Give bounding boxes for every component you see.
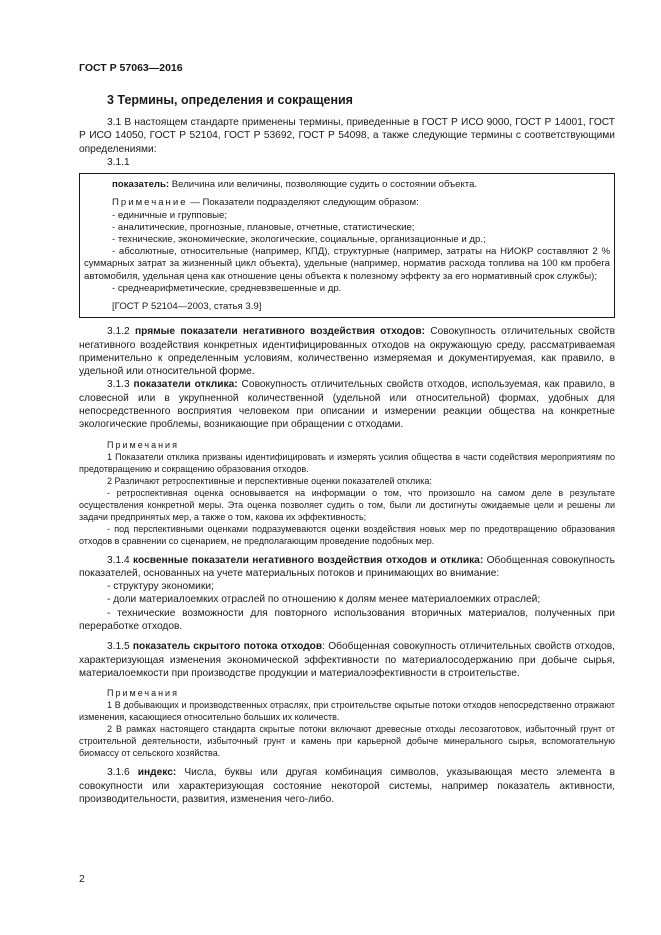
term-312: 3.1.2 прямые показатели негативного воздействия отходов: Совокупность отличительных свойств негативного воздействия конкретных идентифицированных отходов на окружающую среду, рассматриваемая применительно к определенным условиям, количественно измеряемая и документируемая, как правило, в удельной или относительной форме. xyxy=(79,326,615,378)
notes-label: Примечания xyxy=(107,688,179,699)
notes-label: Примечания xyxy=(107,439,179,450)
document-header: ГОСТ Р 57063—2016 xyxy=(79,62,183,74)
note-item: - ретроспективная оценка основывается на информации о том, что произошло на самом деле в результате осуществления конкретной меры. Эта оценка позволяет судить о том, были ли достигнуты ожидаемые цели и решены ли задачи предпринятых мер, а также о том, какова их эффективность; xyxy=(79,487,615,522)
term-314: 3.1.4 косвенные показатели негативного воздействия отходов и отклика: Обобщенная совокупность показателей, основанных на учете материальных потоков и принимающих во внимание: xyxy=(79,554,615,579)
box-list-item: - технические, экономические, экологические, социальные, организационные и др.; xyxy=(112,234,486,245)
note-item: - под перспективными оценками подразумеваются оценки воздействия новых мер по предотвращению образования отходов в сравнении со сценарием, не предполагающим проведение подобных мер. xyxy=(79,523,615,546)
box-note-text: — Показатели подразделяют следующим образом: xyxy=(187,197,419,209)
notes-315 xyxy=(79,687,615,759)
box-reference: [ГОСТ Р 52104—2003, статья 3.9] xyxy=(112,301,262,313)
term-312-name: прямые показатели негативного воздействия отходов: xyxy=(134,326,425,338)
list-item: - структуру экономики; xyxy=(107,581,214,593)
term-number-311: 3.1.1 xyxy=(107,156,130,168)
box-list-item: - аналитические, прогнозные, плановые, отчетные, статистические; xyxy=(112,221,415,233)
term-316: 3.1.6 индекс: Числа, буквы или другая комбинация символов, указывающая место элемента в совокупности или характеризующая состояние некоторой системы, например показатель активности, производительности, развития, изменения чего-либо. xyxy=(79,767,615,805)
box-term: показатель: xyxy=(112,179,170,191)
term-313-name: показатели отклика: xyxy=(133,379,238,391)
document-body xyxy=(79,116,615,806)
term-315: 3.1.5 показатель скрытого потока отходов: Обобщенная совокупность отличительных свойств отходов, характеризующая изменения экономической эффективности по материалосодержанию при добыче сырья, материалоемкости при производстве продукции и материалоэфективности в строительстве. xyxy=(79,641,615,679)
term-315-name: показатель скрытого потока отходов xyxy=(132,641,323,653)
box-definition: Величина или величины, позволяющие судить о состоянии объекта. xyxy=(169,179,478,191)
box-list-item: - единичные и групповые; xyxy=(112,209,228,221)
term-313: 3.1.3 показатели отклика: Совокупность отличительных свойств отходов, используемая, как правило, в словесной или в укрупненной количественной (удельной или относительной) формах, удобных для непосредственного восприятия человеком при описании и измерении реакции общества на конкретные экологические проблемы, возникающие при обращении с отходами. xyxy=(79,379,615,431)
box-list-item: - среднеарифметические, средневзвешенные и др. xyxy=(112,282,342,294)
note-item: 1 Показатели отклика призваны идентифицировать и измерять усилия общества в части содействия мероприятиям по предотвращению и сокращению образования отходов. xyxy=(79,451,615,474)
intro-paragraph: 3.1 В настоящем стандарте применены термины, приведенные в ГОСТ Р ИСО 9000, ГОСТ Р 14001, ГОСТ Р ИСО 14050, ГОСТ Р 52104, ГОСТ Р 53692, ГОСТ Р 54098, а также следующие термины с соответствующими определениями: xyxy=(79,117,615,155)
box-note-label: Примечание xyxy=(112,197,188,209)
page-number: 2 xyxy=(79,873,85,885)
box-list-item: - абсолютные, относительные (например, КПД), структурные (например, затраты на НИОКР составляют 2 % суммарных затрат за жизненный цикл объекта), удельные (например, норматив расхода топлива на 100 км пробега автомобиля, удельная цена как отношение цены объекта к полезному эффекту за его нормативный срок службы); xyxy=(84,246,610,282)
list-item: - доли материалоемких отраслей по отношению к долям менее материалоемких отраслей; xyxy=(107,594,541,606)
term-316-name: индекс: xyxy=(137,767,177,779)
note-item: 2 Различают ретроспективные и перспективные оценки показателей отклика: xyxy=(107,475,432,486)
list-item: - технические возможности для повторного использования вторичных материалов, полученных при переработке отходов. xyxy=(79,607,615,633)
notes-313 xyxy=(79,439,615,547)
note-item: 1 В добывающих и производственных отраслях, при строительстве скрытые потоки отходов непосредственно отражают изменения, касающиеся относительно больших их количеств. xyxy=(79,700,615,723)
section-title: 3 Термины, определения и сокращения xyxy=(107,93,353,107)
note-item: 2 В рамках настоящего стандарта скрытые потоки включают древесные отходы лесозаготовок, избыточный грунт от строительной деятельности, избыточный грунт и камень при карьерной добыче минерального сырья, вспомогательную биомассу от сельского хозяйства. xyxy=(79,724,615,759)
definition-box xyxy=(79,173,615,318)
term-314-name: косвенные показатели негативного воздействия отходов и отклика: xyxy=(133,554,484,566)
